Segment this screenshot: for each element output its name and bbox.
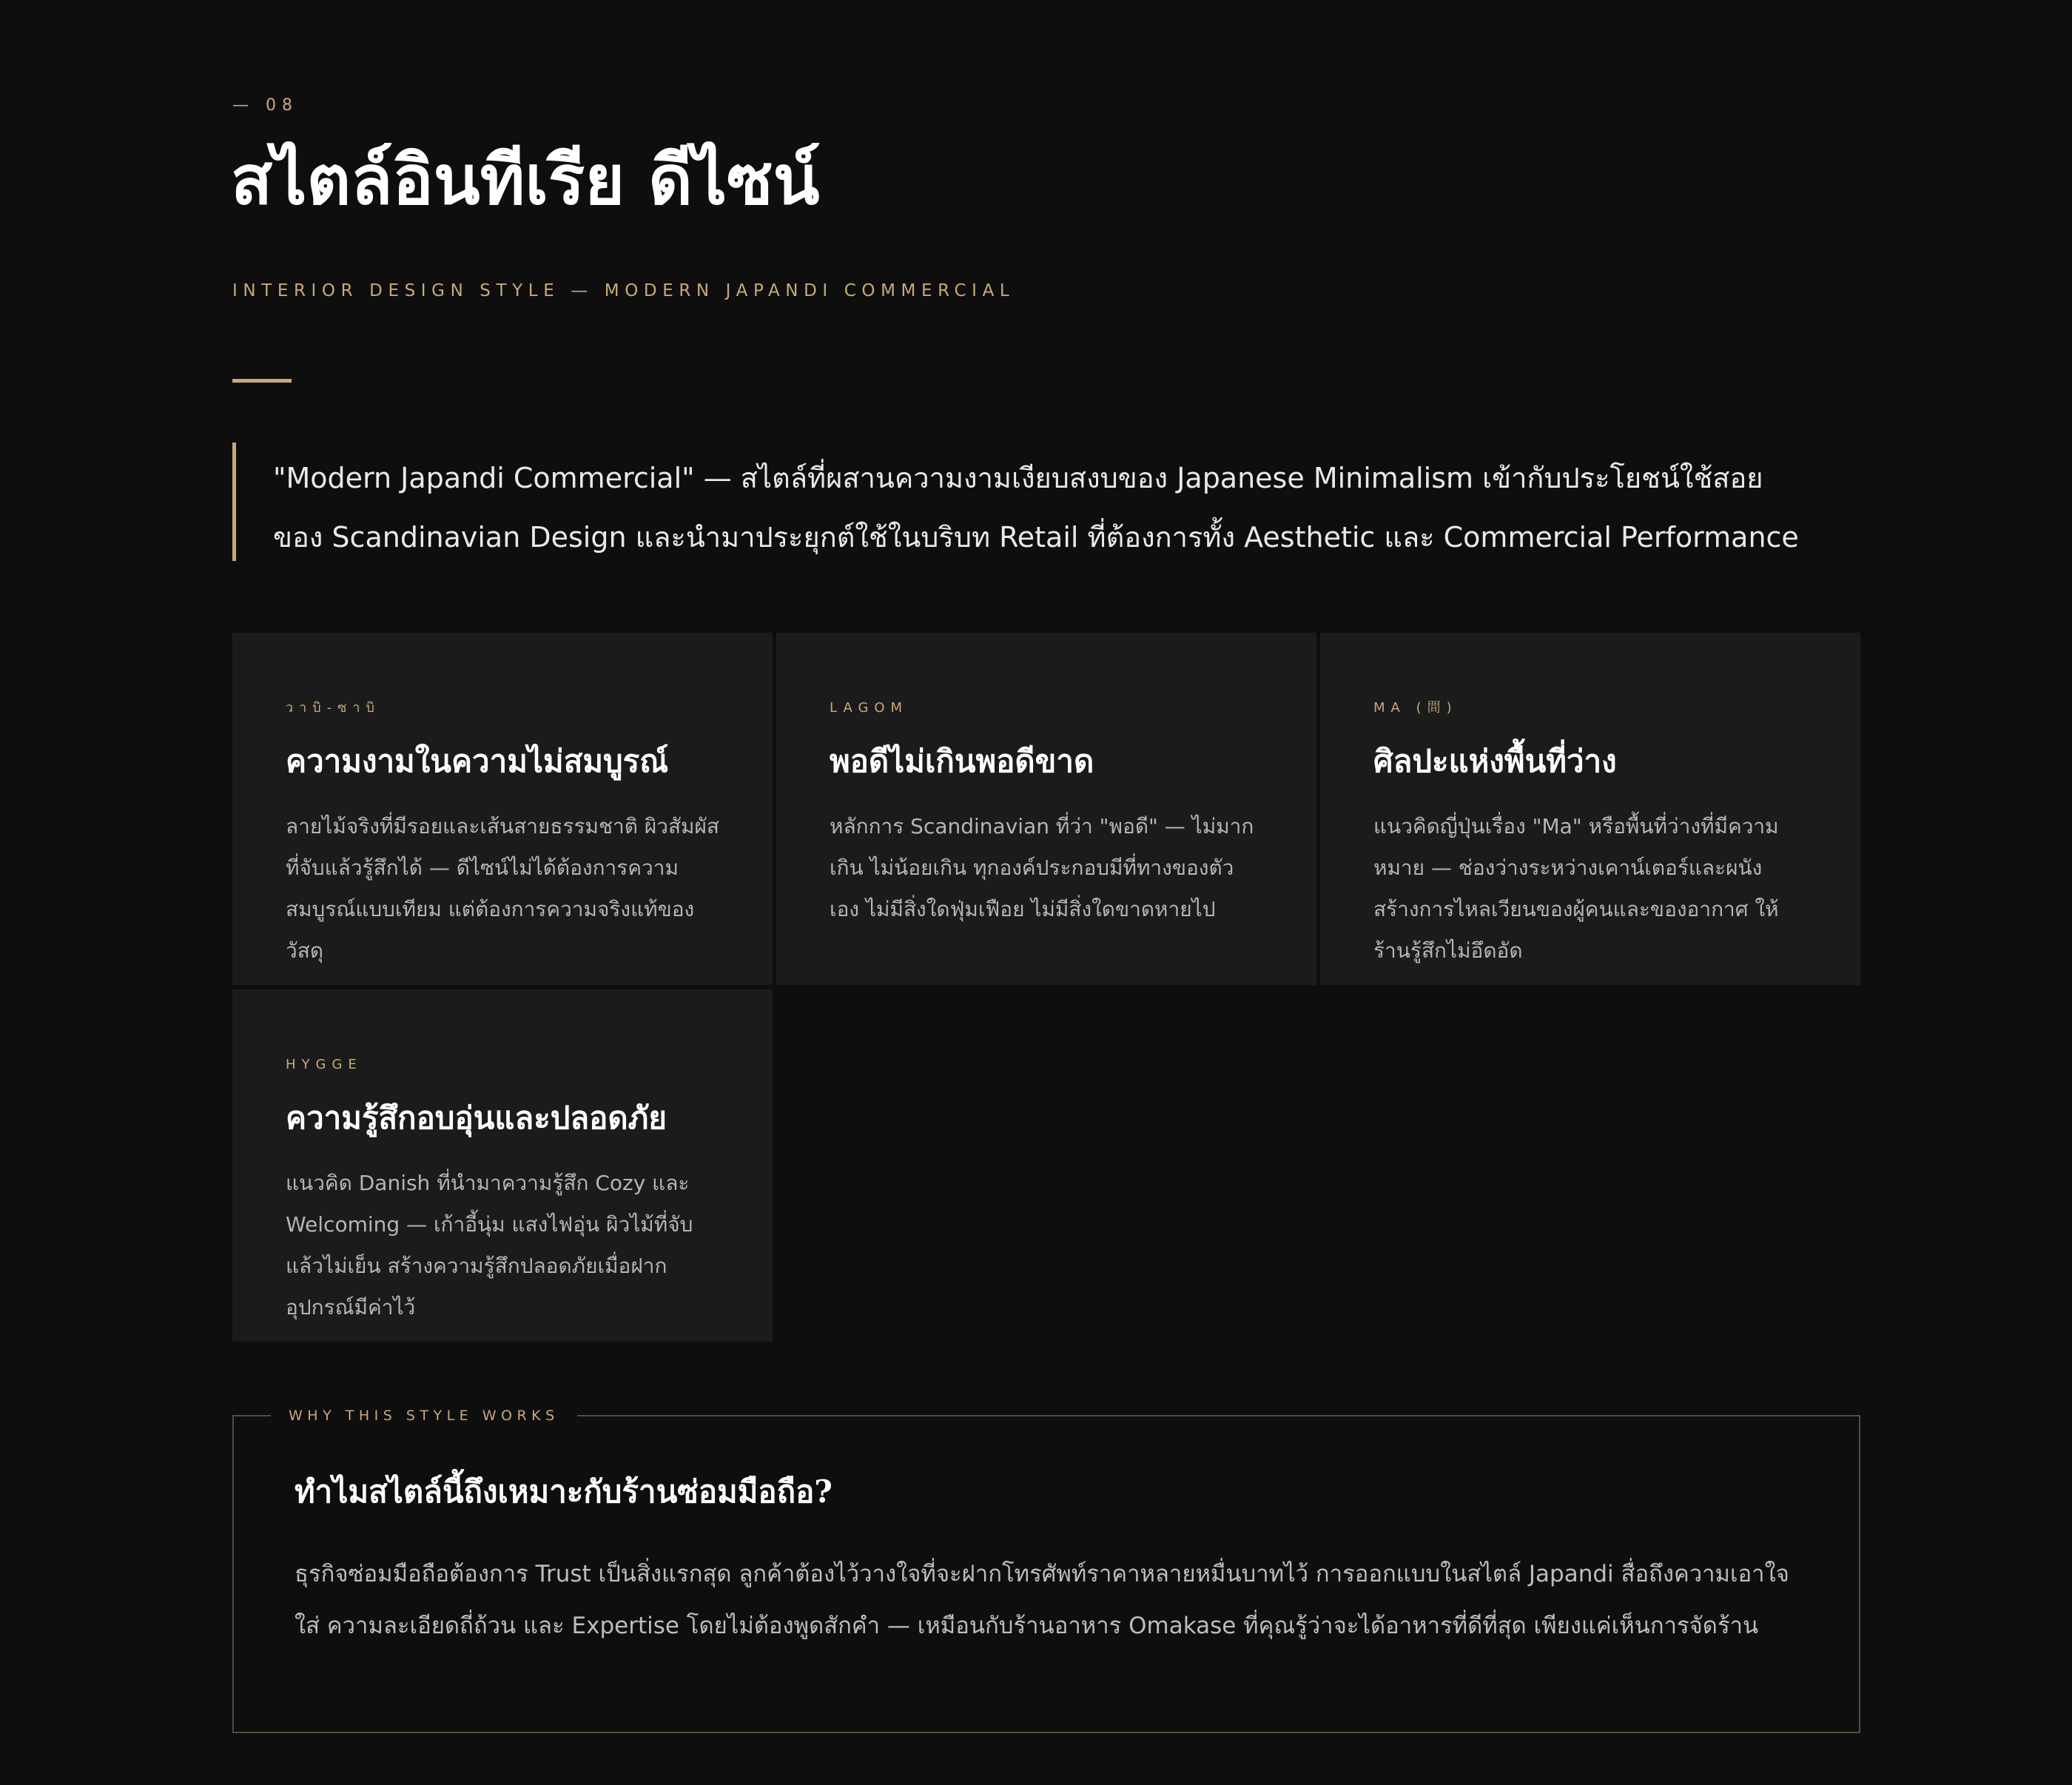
subtitle: INTERIOR DESIGN STYLE — MODERN JAPANDI COMMERCIAL <box>232 281 1015 300</box>
card-lagom <box>776 633 1316 985</box>
card-title: พอดีไม่เกินพอดีขาด <box>830 743 1094 779</box>
why-box <box>232 1408 1860 1733</box>
card-title: ศิลปะแห่งพื้นที่ว่าง <box>1373 743 1617 779</box>
card-hygge <box>232 989 773 1342</box>
intro-quote: "Modern Japandi Commercial" — สไตล์ที่ผสานความงามเงียบสงบของ Japanese Minimalism เข้ากับประโยชน์ใช้สอยของ Scandinavian Design และนำมาประยุกต์ใช้ในบริบท Retail ที่ต้องการทั้ง Aesthetic และ Commercial Performance <box>232 443 1801 561</box>
card-ma <box>1320 633 1860 985</box>
card-body: แนวคิด Danish ที่นำมาความรู้สึก Cozy และ Welcoming — เก้าอี้นุ่ม แสงไฟอุ่น ผิวไม้ที่จับแล้วไม่เย็น สร้างความรู้สึกปลอดภัยเมื่อฝากอุปกรณ์มีค่าไว้ <box>286 1171 693 1320</box>
card-body: หลักการ Scandinavian ที่ว่า "พอดี" — ไม่มากเกิน ไม่น้อยเกิน ทุกองค์ประกอบมีที่ทางของตัวเอง ไม่มีสิ่งใดฟุ่มเฟือย ไม่มีสิ่งใดขาดหายไป <box>830 814 1254 921</box>
card-wabi-sabi <box>232 633 773 985</box>
why-title: ทำไมสไตล์นี้ถึงเหมาะกับร้านซ่อมมือถือ? <box>295 1473 832 1510</box>
card-title: ความงามในความไม่สมบูรณ์ <box>286 743 669 779</box>
card-title: ความรู้สึกอบอุ่นและปลอดภัย <box>286 1100 667 1136</box>
why-body: ธุรกิจซ่อมมือถือต้องการ Trust เป็นสิ่งแรกสุด ลูกค้าต้องไว้วางใจที่จะฝากโทรศัพท์ราคาหลายหมื่นบาทไว้ การออกแบบในสไตล์ Japandi สื่อถึงความเอาใจใส่ ความละเอียดถี่ถ้วน และ Expertise โดยไม่ต้องพูดสักคำ — เหมือนกับร้านอาหาร Omakase ที่คุณรู้ว่าจะได้อาหารที่ดีที่สุด เพียงแค่เห็นการจัดร้าน <box>295 1561 1789 1639</box>
card-body: แนวคิดญี่ปุ่นเรื่อง "Ma" หรือพื้นที่ว่างที่มีความหมาย — ช่องว่างระหว่างเคาน์เตอร์และผนัง สร้างการไหลเวียนของผู้คนและของอากาศ ให้ร้านรู้สึกไม่อึดอัด <box>1373 814 1779 963</box>
card-eyebrow: HYGGE <box>286 1057 363 1072</box>
section-number: — 08 <box>232 96 298 115</box>
card-eyebrow: MA (間) <box>1373 700 1458 716</box>
page-title: สไตล์อินทีเรีย ดีไซน์ <box>231 140 820 220</box>
card-eyebrow: วาบิ-ซาบิ <box>286 700 380 716</box>
accent-divider <box>232 379 292 383</box>
card-eyebrow: LAGOM <box>830 700 909 716</box>
why-label: WHY THIS STYLE WORKS <box>271 1405 577 1427</box>
card-body: ลายไม้จริงที่มีรอยและเส้นสายธรรมชาติ ผิวสัมผัสที่จับแล้วรู้สึกได้ — ดีไซน์ไม่ได้ต้องการความสมบูรณ์แบบเทียม แต่ต้องการความจริงแท้ของวัสดุ <box>286 814 719 963</box>
